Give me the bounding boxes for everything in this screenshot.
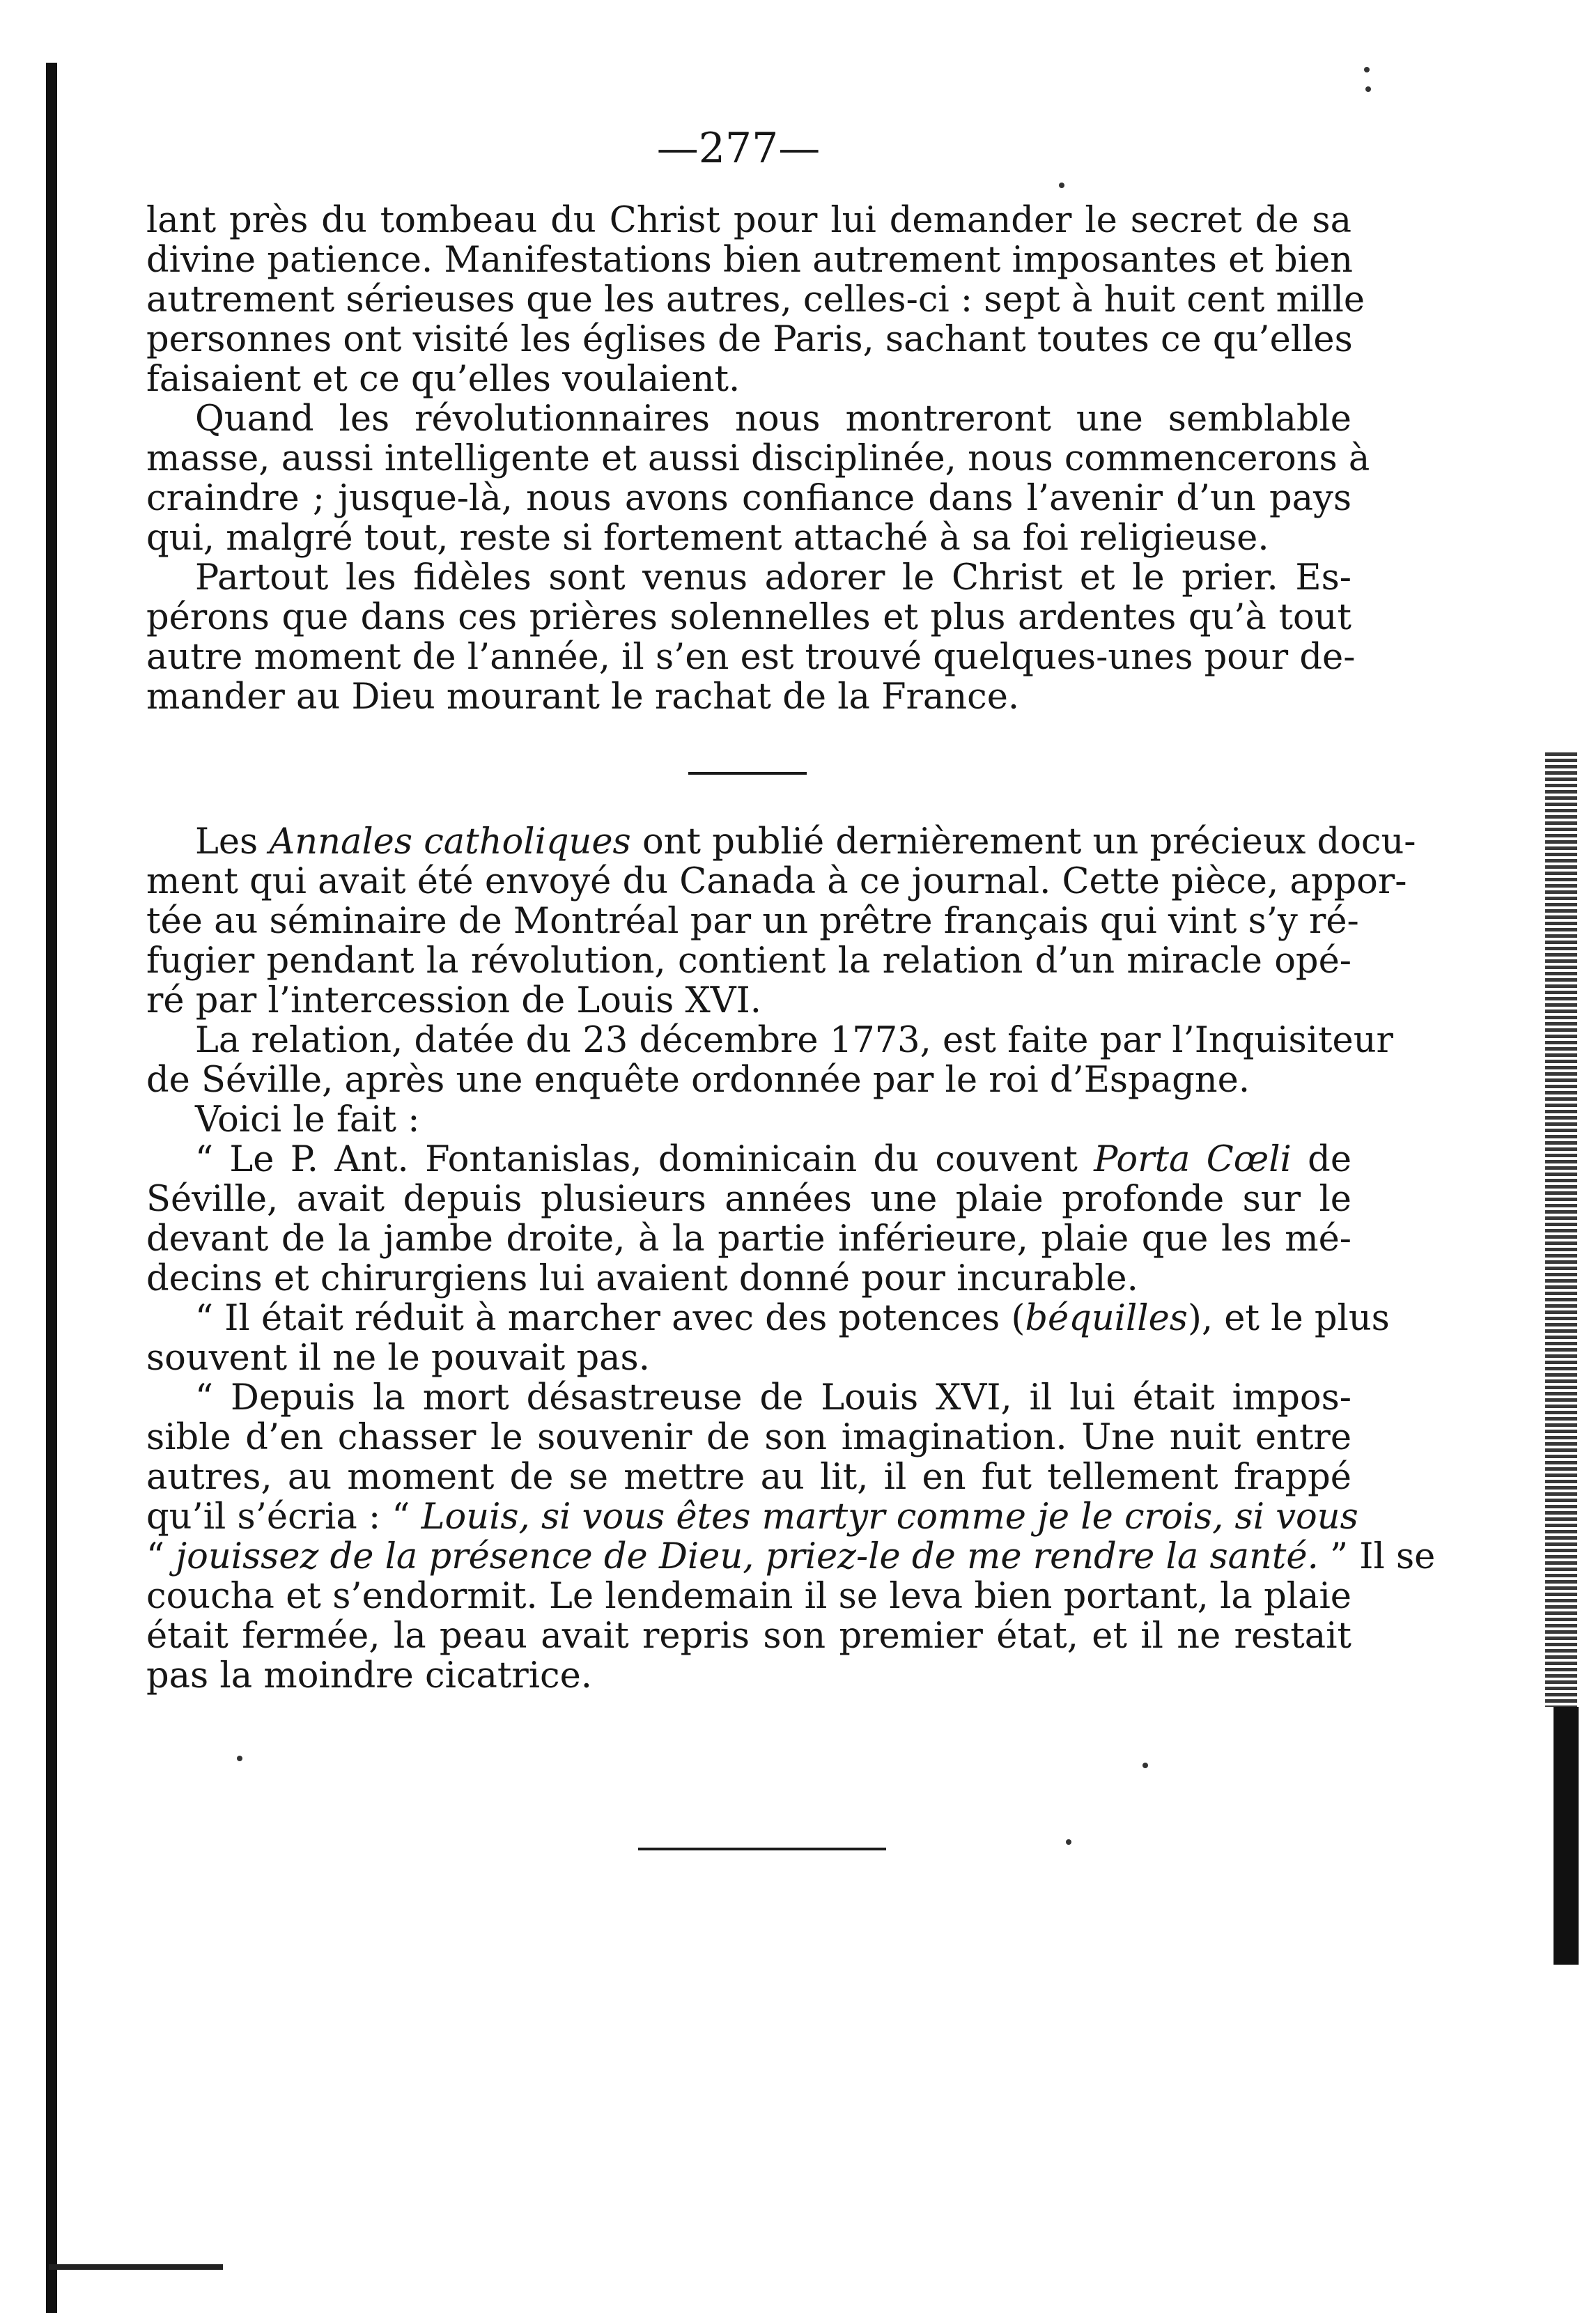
- text-line: masse, aussi intelligente et aussi disciplinée, nous commencerons à: [146, 438, 1370, 479]
- text-line: Les Annales catholiques ont publié dernièrement un précieux docu-: [195, 821, 1416, 862]
- text-line: pérons que dans ces prières solennelles et plus ardentes qu’à tout: [146, 597, 1351, 638]
- text-line: fugier pendant la révolution, contient la relation d’un miracle opé-: [146, 941, 1351, 982]
- speck: [237, 1756, 242, 1761]
- text-line: pas la moindre cicatrice.: [146, 1655, 592, 1696]
- journal-title: Annales catholiques: [269, 821, 631, 862]
- text-line: divine patience. Manifestations bien autrement imposantes et bien: [146, 240, 1354, 281]
- speck: [1059, 183, 1064, 188]
- text-line: tée au séminaire de Montréal par un prêtre français qui vint s’y ré-: [146, 901, 1359, 942]
- text-line: autrement sérieuses que les autres, celles-ci : sept à huit cent mille: [146, 279, 1365, 320]
- text-line: “ jouissez de la présence de Dieu, priez-le de me rendre la santé. ” Il se: [146, 1536, 1436, 1577]
- text-line: decins et chirurgiens lui avaient donné pour incurable.: [146, 1258, 1138, 1299]
- quotation-italic: Louis, si vous êtes martyr comme je le crois, si vous: [421, 1496, 1358, 1538]
- text-line: autre moment de l’année, il s’en est trouvé quelques-unes pour de-: [146, 637, 1356, 678]
- text-line: personnes ont visité les églises de Paris, sachant toutes ce qu’elles: [146, 319, 1353, 360]
- text-line: “ Il était réduit à marcher avec des potences (béquilles), et le plus: [195, 1298, 1390, 1339]
- text-line: faisaient et ce qu’elles voulaient.: [146, 359, 741, 400]
- italic-word: béquilles: [1025, 1298, 1188, 1339]
- text-line: était fermée, la peau avait repris son premier état, et il ne restait: [146, 1616, 1351, 1657]
- text-line: craindre ; jusque-là, nous avons confiance dans l’avenir d’un pays: [146, 478, 1351, 519]
- convent-name: Porta Cœli: [1094, 1139, 1292, 1180]
- text-line: Quand les révolutionnaires nous montreront une semblable: [195, 399, 1351, 440]
- text-line: sible d’en chasser le souvenir de son imagination. Une nuit entre: [146, 1417, 1351, 1458]
- text-line: Séville, avait depuis plusieurs années une plaie profonde sur le: [146, 1179, 1351, 1220]
- text-line: qui, malgré tout, reste si fortement attaché à sa foi religieuse.: [146, 518, 1269, 559]
- text-line: autres, au moment de se mettre au lit, il en fut tellement frappé: [146, 1457, 1351, 1498]
- text-line: lant près du tombeau du Christ pour lui demander le secret de sa: [146, 200, 1351, 241]
- paragraph-block-top: [146, 200, 1370, 718]
- speck: [1066, 1839, 1071, 1845]
- scan-border-bottom: [49, 2264, 223, 2270]
- speck: [1364, 67, 1370, 72]
- text-line: ré par l’intercession de Louis XVI.: [146, 980, 761, 1021]
- text-line: Partout les fidèles sont venus adorer le Christ et le prier. Es-: [195, 557, 1351, 598]
- quotation-italic: jouissez de la présence de Dieu, priez-le de me rendre la santé.: [176, 1536, 1319, 1577]
- text-line: “ Le P. Ant. Fontanislas, dominicain du couvent Porta Cœli de: [195, 1139, 1351, 1180]
- text-line: qu’il s’écria : “ Louis, si vous êtes martyr comme je le crois, si vous: [146, 1496, 1358, 1538]
- scan-border-right: [1545, 752, 1577, 1707]
- section-divider: [688, 772, 807, 775]
- text-line: “ Depuis la mort désastreuse de Louis XVI, il lui était impos-: [195, 1377, 1351, 1418]
- scan-border-right-lower: [1554, 1707, 1579, 1965]
- paragraph-block-bottom: [146, 821, 1436, 1696]
- text-line: ment qui avait été envoyé du Canada à ce journal. Cette pièce, appor-: [146, 861, 1407, 902]
- speck: [1142, 1763, 1148, 1768]
- speck: [1365, 86, 1371, 92]
- scan-border-left: [46, 63, 57, 2313]
- end-divider: [638, 1848, 886, 1850]
- text-line: Voici le fait :: [195, 1099, 420, 1140]
- text-line: devant de la jambe droite, à la partie inférieure, plaie que les mé-: [146, 1219, 1351, 1260]
- text-line: de Séville, après une enquête ordonnée par le roi d’Espagne.: [146, 1060, 1250, 1101]
- page-number: —277—: [656, 124, 821, 173]
- text-line: mander au Dieu mourant le rachat de la France.: [146, 676, 1020, 718]
- text-line: coucha et s’endormit. Le lendemain il se leva bien portant, la plaie: [146, 1576, 1351, 1617]
- text-line: La relation, datée du 23 décembre 1773, est faite par l’Inquisiteur: [195, 1020, 1393, 1061]
- text-line: souvent il ne le pouvait pas.: [146, 1338, 650, 1379]
